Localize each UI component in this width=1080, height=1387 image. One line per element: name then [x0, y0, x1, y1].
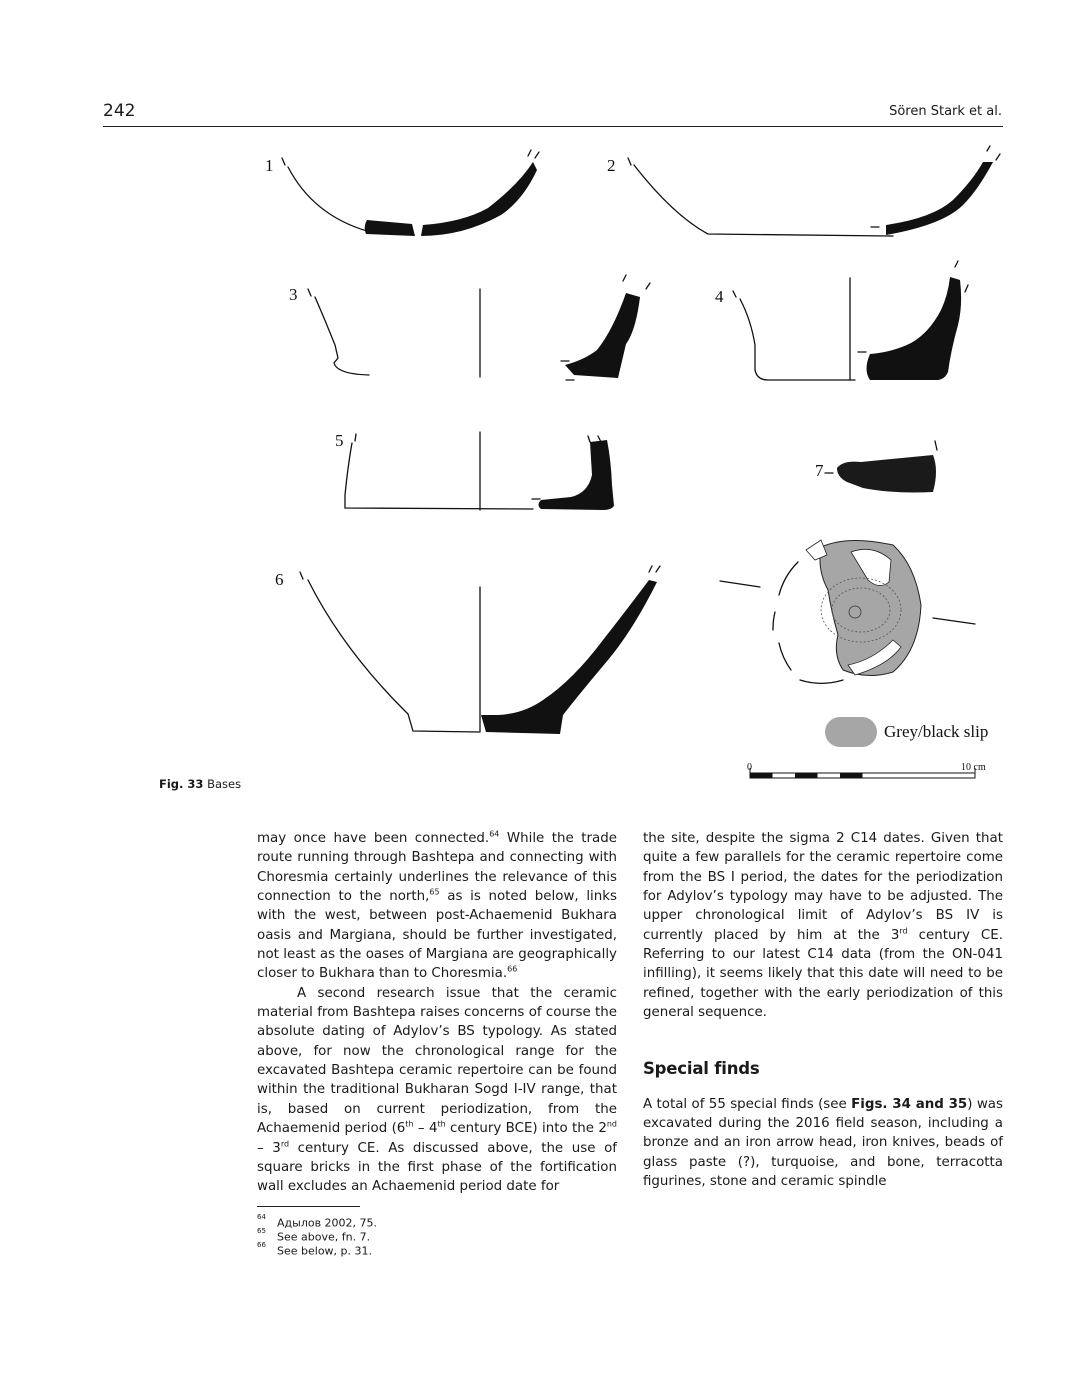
profile-1-tick [282, 150, 539, 165]
profile-7-sherd [837, 455, 936, 493]
legend-label: Grey/black slip [884, 722, 989, 741]
paragraph: A second research issue that the ceramic material from Bashtepa raises concerns of course the absolute dating of Adylov’s BS typology. As stated above, for now the chronological range for the excavated Bashtepa ceramic repertoire can be found within the traditional Bukharan Sogd I-IV range, that is, based on current periodization, from the Achaemenid period (6th – 4th century BCE) into the 2nd – 3rd century CE. As discussed above, the use of square bricks in the first phase of the fortification wall excludes an Achaemenid period date for [257, 985, 618, 1195]
paragraph: A total of 55 special finds (see Figs. 34 and 35) was excavated during the 2016 field season, including a bronze and an iron arrow head, iron knives, beads of glass paste (?), turquoise, and bone, terracotta figurines, stone and ceramic spindle [643, 1096, 1003, 1190]
profile-6-tick [300, 566, 660, 579]
running-head: Sören Stark et al. [889, 104, 1002, 119]
profile-1-sherd-right [421, 162, 537, 236]
profile-2-sherd [886, 162, 993, 235]
profile-number-6: 6 [275, 570, 284, 589]
profile-number-1: 1 [265, 156, 274, 175]
profile-number-7: 7 [815, 461, 824, 480]
scale-start-label: 0 [747, 762, 752, 773]
profile-5-outline [345, 443, 533, 509]
profile-6-sherd [481, 580, 657, 734]
profile-3-outline [315, 297, 369, 375]
figure-caption-label: Fig. 33 [159, 777, 204, 791]
scale-end-label: 10 cm [961, 762, 986, 773]
profile-4-sherd [867, 277, 962, 380]
plan-view-base-7 [806, 540, 921, 676]
profile-5-sherd [539, 440, 615, 510]
plan-view-line-right [933, 618, 975, 624]
figure-reference[interactable]: Figs. 34 and 35 [851, 1096, 968, 1112]
profile-3-sherd [565, 293, 640, 378]
text-column-right [643, 829, 1003, 1192]
figure-caption-text: Bases [207, 777, 242, 791]
paragraph: may once have been connected.$^{64}$ While the trade route running through Bashtepa and connecting with Choresmia certainly underlines the relevance of this connection to the north,$^{65}$ as is noted below, links with the west, between post-Achaemenid Bukhara oasis and Margiana, should be further investigated, not least as the oases of Margiana are geographically closer to Bukhara than to Choresmia.$^{66}$ [257, 829, 617, 982]
footnote-ref-66[interactable]: 66 [507, 964, 518, 974]
footnote-ref-65[interactable]: 65 [429, 887, 440, 897]
footnote-65: $^{65}$ See above, fn. 7. [257, 1227, 371, 1244]
profile-6-outline [308, 580, 479, 732]
footnote-66: $^{66}$ See below, p. 31. [257, 1241, 373, 1258]
profile-5-tick [355, 434, 601, 499]
profile-1-sherd-left [365, 220, 415, 236]
profile-4-outline [740, 299, 855, 380]
footnote-ref-64[interactable]: 64 [489, 829, 500, 839]
footnote-64: $^{64}$ Адылов 2002, 75. [257, 1213, 378, 1230]
legend-swatch [825, 717, 877, 747]
figure-33-drawing [103, 140, 1003, 780]
plan-view-line-left [720, 581, 760, 587]
profile-number-4: 4 [715, 287, 724, 306]
scale-bar [750, 768, 975, 778]
footnote-rule [257, 1206, 360, 1207]
paragraph: the site, despite the sigma 2 C14 dates. Given that quite a few parallels for the ceramic repertoire come from the BS I period, the dates for the periodization for Adylov’s typology may have to be adjusted. The upper chronological limit of Adylov’s BS IV is currently placed by him at the 3rd century CE. Referring to our latest C14 data (from the ON-041 infilling), it seems likely that this date will need to be refined, together with the early periodization of this general sequence. [643, 831, 1003, 1021]
profile-1-outline [288, 167, 367, 231]
profile-number-5: 5 [335, 431, 344, 450]
header-rule [103, 126, 1003, 127]
profile-number-2: 2 [607, 156, 616, 175]
profile-2-outline [634, 165, 893, 236]
figure-caption [159, 777, 241, 791]
section-heading: Special finds [643, 1059, 760, 1079]
profile-number-3: 3 [289, 285, 298, 304]
page-number: 242 [103, 101, 136, 121]
text-column-left [257, 829, 617, 1197]
